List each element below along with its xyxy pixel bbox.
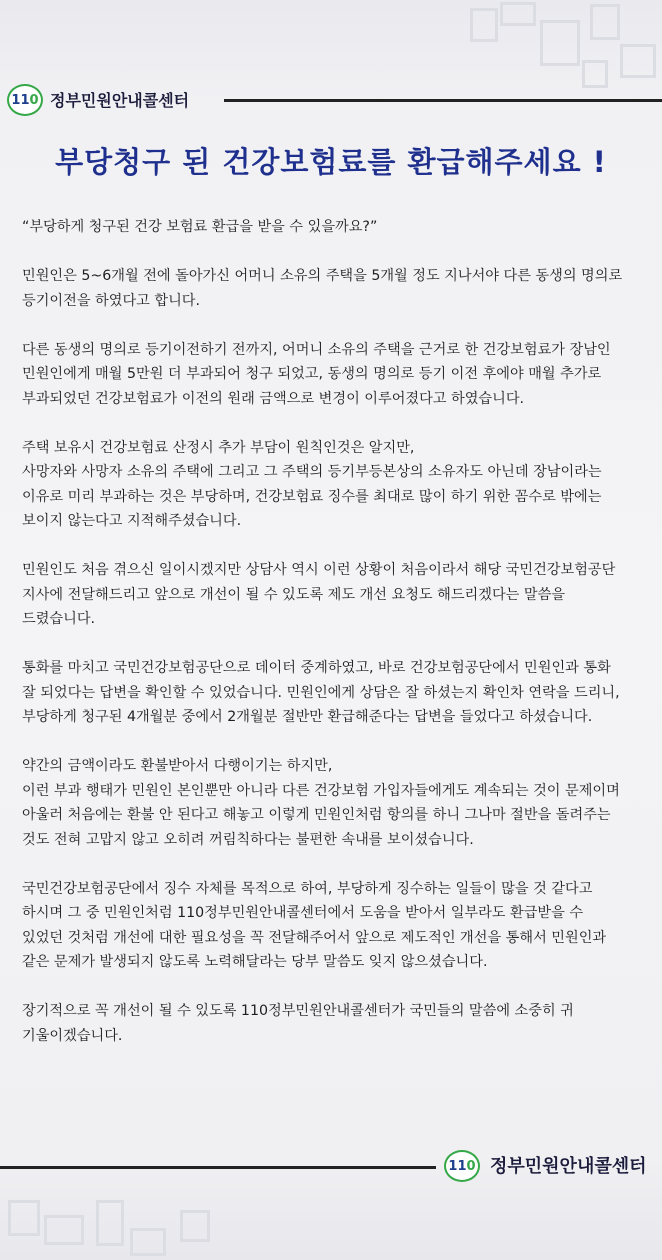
decorative-square (590, 4, 620, 40)
paragraph-line: 부과되었던 건강보험료가 이전의 원래 금액으로 변경이 이루어졌다고 하였습니다. (22, 390, 525, 407)
decorative-square (130, 1228, 166, 1256)
paragraph-line: 것도 전혀 고맙지 않고 오히려 꺼림칙하다는 불편한 속내를 보이셨습니다. (22, 831, 474, 848)
paragraph-line: 민원인은 5~6개월 전에 돌아가신 어머니 소유의 주택을 5개월 정도 지나서야 다른 동생의 명의로 (22, 268, 623, 284)
paragraph-line: 하시며 그 중 민원인처럼 110정부민원안내콜센터에서 도움을 받아서 일부라도 환급받을 수 (22, 905, 584, 921)
paragraph-line: 등기이전을 하였다고 합니다. (22, 292, 200, 309)
footer-divider (0, 1166, 436, 1169)
paragraph (22, 999, 652, 1048)
paragraph (22, 264, 652, 313)
paragraph-line: 드렸습니다. (22, 611, 96, 627)
paragraph-line: 국민건강보험공단에서 징수 자체를 목적으로 하여, 부당하게 징수하는 일들이 많을 것 같다고 (22, 880, 593, 897)
decorative-square (96, 1200, 124, 1246)
logo-110-icon: 110 (444, 1150, 480, 1182)
header (0, 78, 662, 126)
footer-org-name: 정부민원안내콜센터 (490, 1156, 647, 1177)
decorative-square (500, 2, 536, 26)
decorative-square (180, 1210, 210, 1242)
paragraph-line: 같은 문제가 발생되지 않도록 노력해달라는 당부 말씀도 잊지 않으셨습니다. (22, 954, 488, 970)
decorative-square (620, 44, 656, 78)
paragraph (22, 754, 652, 852)
paragraph-line: 민원인도 처음 겪으신 일이시겠지만 상담사 역시 이런 상황이 처음이라서 해당 국민건강보험공단 (22, 562, 616, 578)
paragraph-line: 장기적으로 꼭 개선이 될 수 있도록 110정부민원안내콜센터가 국민들의 말씀에 소중히 귀 (22, 1003, 574, 1019)
footer (0, 1144, 662, 1192)
paragraph-line: 기울이겠습니다. (22, 1027, 123, 1044)
header-divider (224, 99, 662, 102)
paragraph-line: 사망자와 사망자 소유의 주택에 그리고 그 주택의 등기부등본상의 소유자도 아닌데 장남이라는 (22, 464, 602, 480)
paragraph (22, 656, 652, 730)
decorative-square (8, 1200, 40, 1236)
logo-110-icon: 110 (7, 84, 43, 116)
decorative-square (44, 1215, 84, 1245)
paragraph (22, 215, 652, 240)
article-body (22, 215, 652, 1048)
paragraph-line: 보이지 않는다고 지적해주셨습니다. (22, 513, 242, 529)
paragraph-line: 지사에 전달해드리고 앞으로 개선이 될 수 있도록 제도 개선 요청도 해드리겠다는 말씀을 (22, 586, 565, 603)
decorative-square (540, 20, 580, 66)
paragraph-line: 이유로 미리 부과하는 것은 부당하며, 건강보험료 징수를 최대로 많이 하기 위한 꼼수로 밖에는 (22, 488, 602, 505)
paragraph-line: 통화를 마치고 국민건강보험공단으로 데이터 중계하였고, 바로 건강보험공단에서 민원인과 통화 (22, 660, 611, 676)
paragraph-line: 민원인에게 매월 5만원 더 부과되어 청구 되었고, 동생의 명의로 등기 이전 후에야 매월 추가로 (22, 366, 602, 382)
paragraph (22, 436, 652, 534)
page-title: 부당청구 된 건강보험료를 환급해주세요 ! (55, 145, 607, 179)
paragraph-line: 이런 부과 행태가 민원인 본인뿐만 아니라 다른 건강보험 가입자들에게도 계속되는 것이 문제이며 (22, 782, 620, 799)
paragraph (22, 877, 652, 975)
org-name: 정부민원안내콜센터 (50, 91, 190, 110)
paragraph-line: 부당하게 청구된 4개월분 중에서 2개월분 절반만 환급해준다는 답변을 들었다고 하셨습니다. (22, 709, 593, 725)
paragraph-line: 있었던 것처럼 개선에 대한 필요성을 꼭 전달해주어서 앞으로 제도적인 개선을 통해서 민원인과 (22, 929, 607, 946)
paragraph-line: 아울러 처음에는 환불 안 된다고 해놓고 이렇게 민원인처럼 항의를 하니 그나마 절반을 돌려주는 (22, 807, 611, 823)
paragraph (22, 338, 652, 412)
paragraph-line: “부당하게 청구된 건강 보험료 환급을 받을 수 있을까요?” (22, 219, 378, 235)
paragraph-line: 주택 보유시 건강보험료 산정시 추가 부담이 원칙인것은 알지만, (22, 439, 415, 456)
paragraph-line: 잘 되었다는 답변을 확인할 수 있었습니다. 민원인에게 상담은 잘 하셨는지 확인차 연락을 드리니, (22, 684, 620, 701)
paragraph-line: 약간의 금액이라도 환불받아서 다행이기는 하지만, (22, 758, 333, 774)
paragraph-line: 다른 동생의 명의로 등기이전하기 전까지, 어머니 소유의 주택을 근거로 한 건강보험료가 장남인 (22, 341, 611, 358)
paragraph (22, 558, 652, 632)
decorative-square (470, 8, 498, 42)
